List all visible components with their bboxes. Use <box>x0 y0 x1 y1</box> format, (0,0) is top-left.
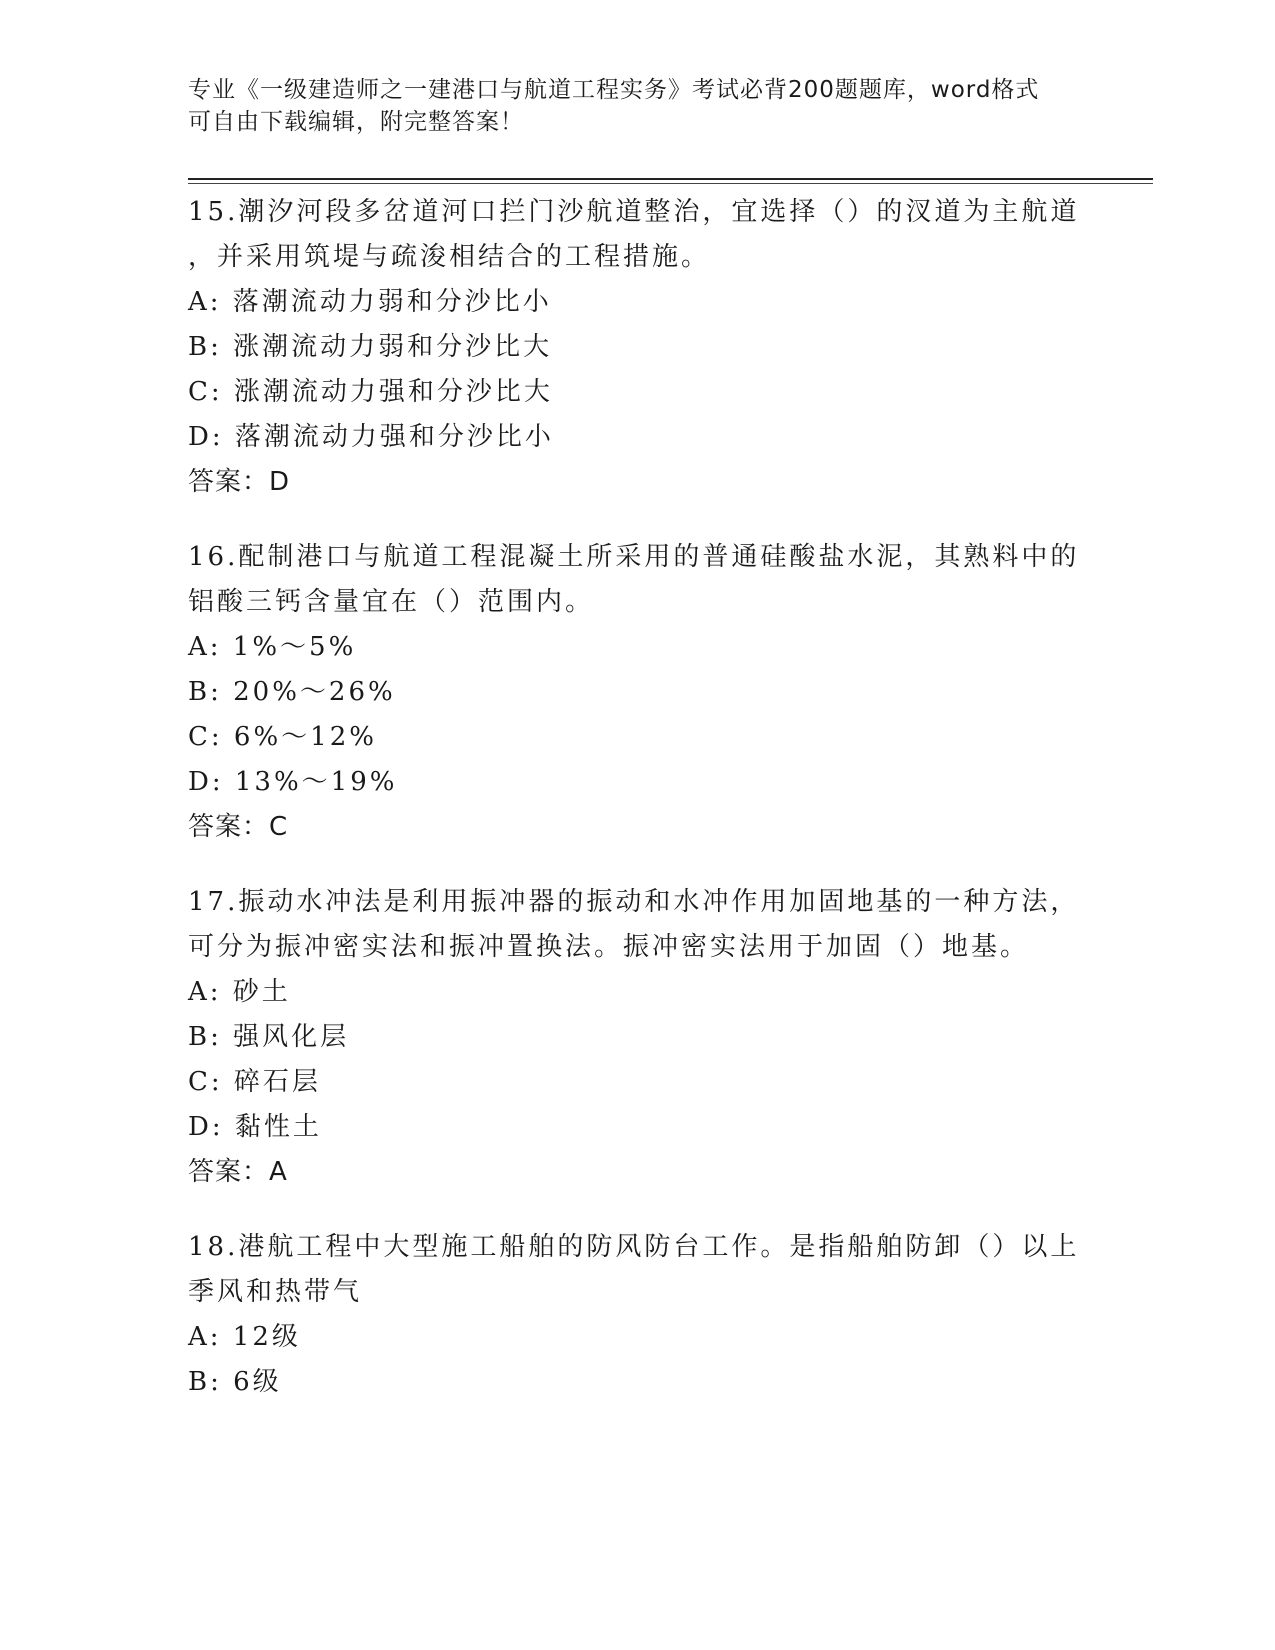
question-16 <box>188 535 1088 850</box>
header-divider-thick <box>188 178 1153 180</box>
question-17 <box>188 880 1088 1195</box>
option-b: B: 6级 <box>188 1367 282 1397</box>
question-stem-line: 铝酸三钙含量宜在（）范围内。 <box>188 587 595 617</box>
option-a: A: 砂土 <box>188 977 291 1007</box>
question-18 <box>188 1225 1088 1405</box>
document-header <box>188 74 1088 138</box>
option-c: C: 6%～12% <box>188 722 377 752</box>
option-c: C: 碎石层 <box>188 1067 321 1097</box>
question-stem-line: 18.港航工程中大型施工船舶的防风防台工作。是指船舶防卸（）以上 <box>188 1232 1080 1262</box>
option-a: A: 1%～5% <box>188 632 357 662</box>
question-15 <box>188 190 1088 505</box>
option-a: A: 落潮流动力弱和分沙比小 <box>188 287 552 317</box>
question-stem-line: 17.振动水冲法是利用振冲器的振动和水冲作用加固地基的一种方法， <box>188 887 1080 917</box>
header-line-2: 可自由下载编辑，附完整答案！ <box>188 109 524 135</box>
header-line-1: 专业《一级建造师之一建港口与航道工程实务》考试必背200题题库，word格式 <box>188 77 1040 103</box>
question-stem-line: 15.潮汐河段多岔道河口拦门沙航道整治，宜选择（）的汊道为主航道 <box>188 197 1080 227</box>
option-b: B: 20%～26% <box>188 677 396 707</box>
answer: 答案：C <box>188 812 289 842</box>
option-d: D: 13%～19% <box>188 767 398 797</box>
question-stem-line: ，并采用筑堤与疏浚相结合的工程措施。 <box>188 242 711 272</box>
answer: 答案：D <box>188 467 291 497</box>
option-d: D: 落潮流动力强和分沙比小 <box>188 422 554 452</box>
option-b: B: 强风化层 <box>188 1022 350 1052</box>
option-b: B: 涨潮流动力弱和分沙比大 <box>188 332 553 362</box>
question-stem-line: 16.配制港口与航道工程混凝土所采用的普通硅酸盐水泥，其熟料中的 <box>188 542 1080 572</box>
question-list <box>188 190 1088 1435</box>
option-a: A: 12级 <box>188 1322 301 1352</box>
option-c: C: 涨潮流动力强和分沙比大 <box>188 377 553 407</box>
option-d: D: 黏性土 <box>188 1112 322 1142</box>
question-stem-line: 季风和热带气 <box>188 1277 363 1307</box>
header-divider-thin <box>188 183 1153 184</box>
question-stem-line: 可分为振冲密实法和振冲置换法。振冲密实法用于加固（）地基。 <box>188 932 1030 962</box>
answer: 答案：A <box>188 1157 288 1187</box>
